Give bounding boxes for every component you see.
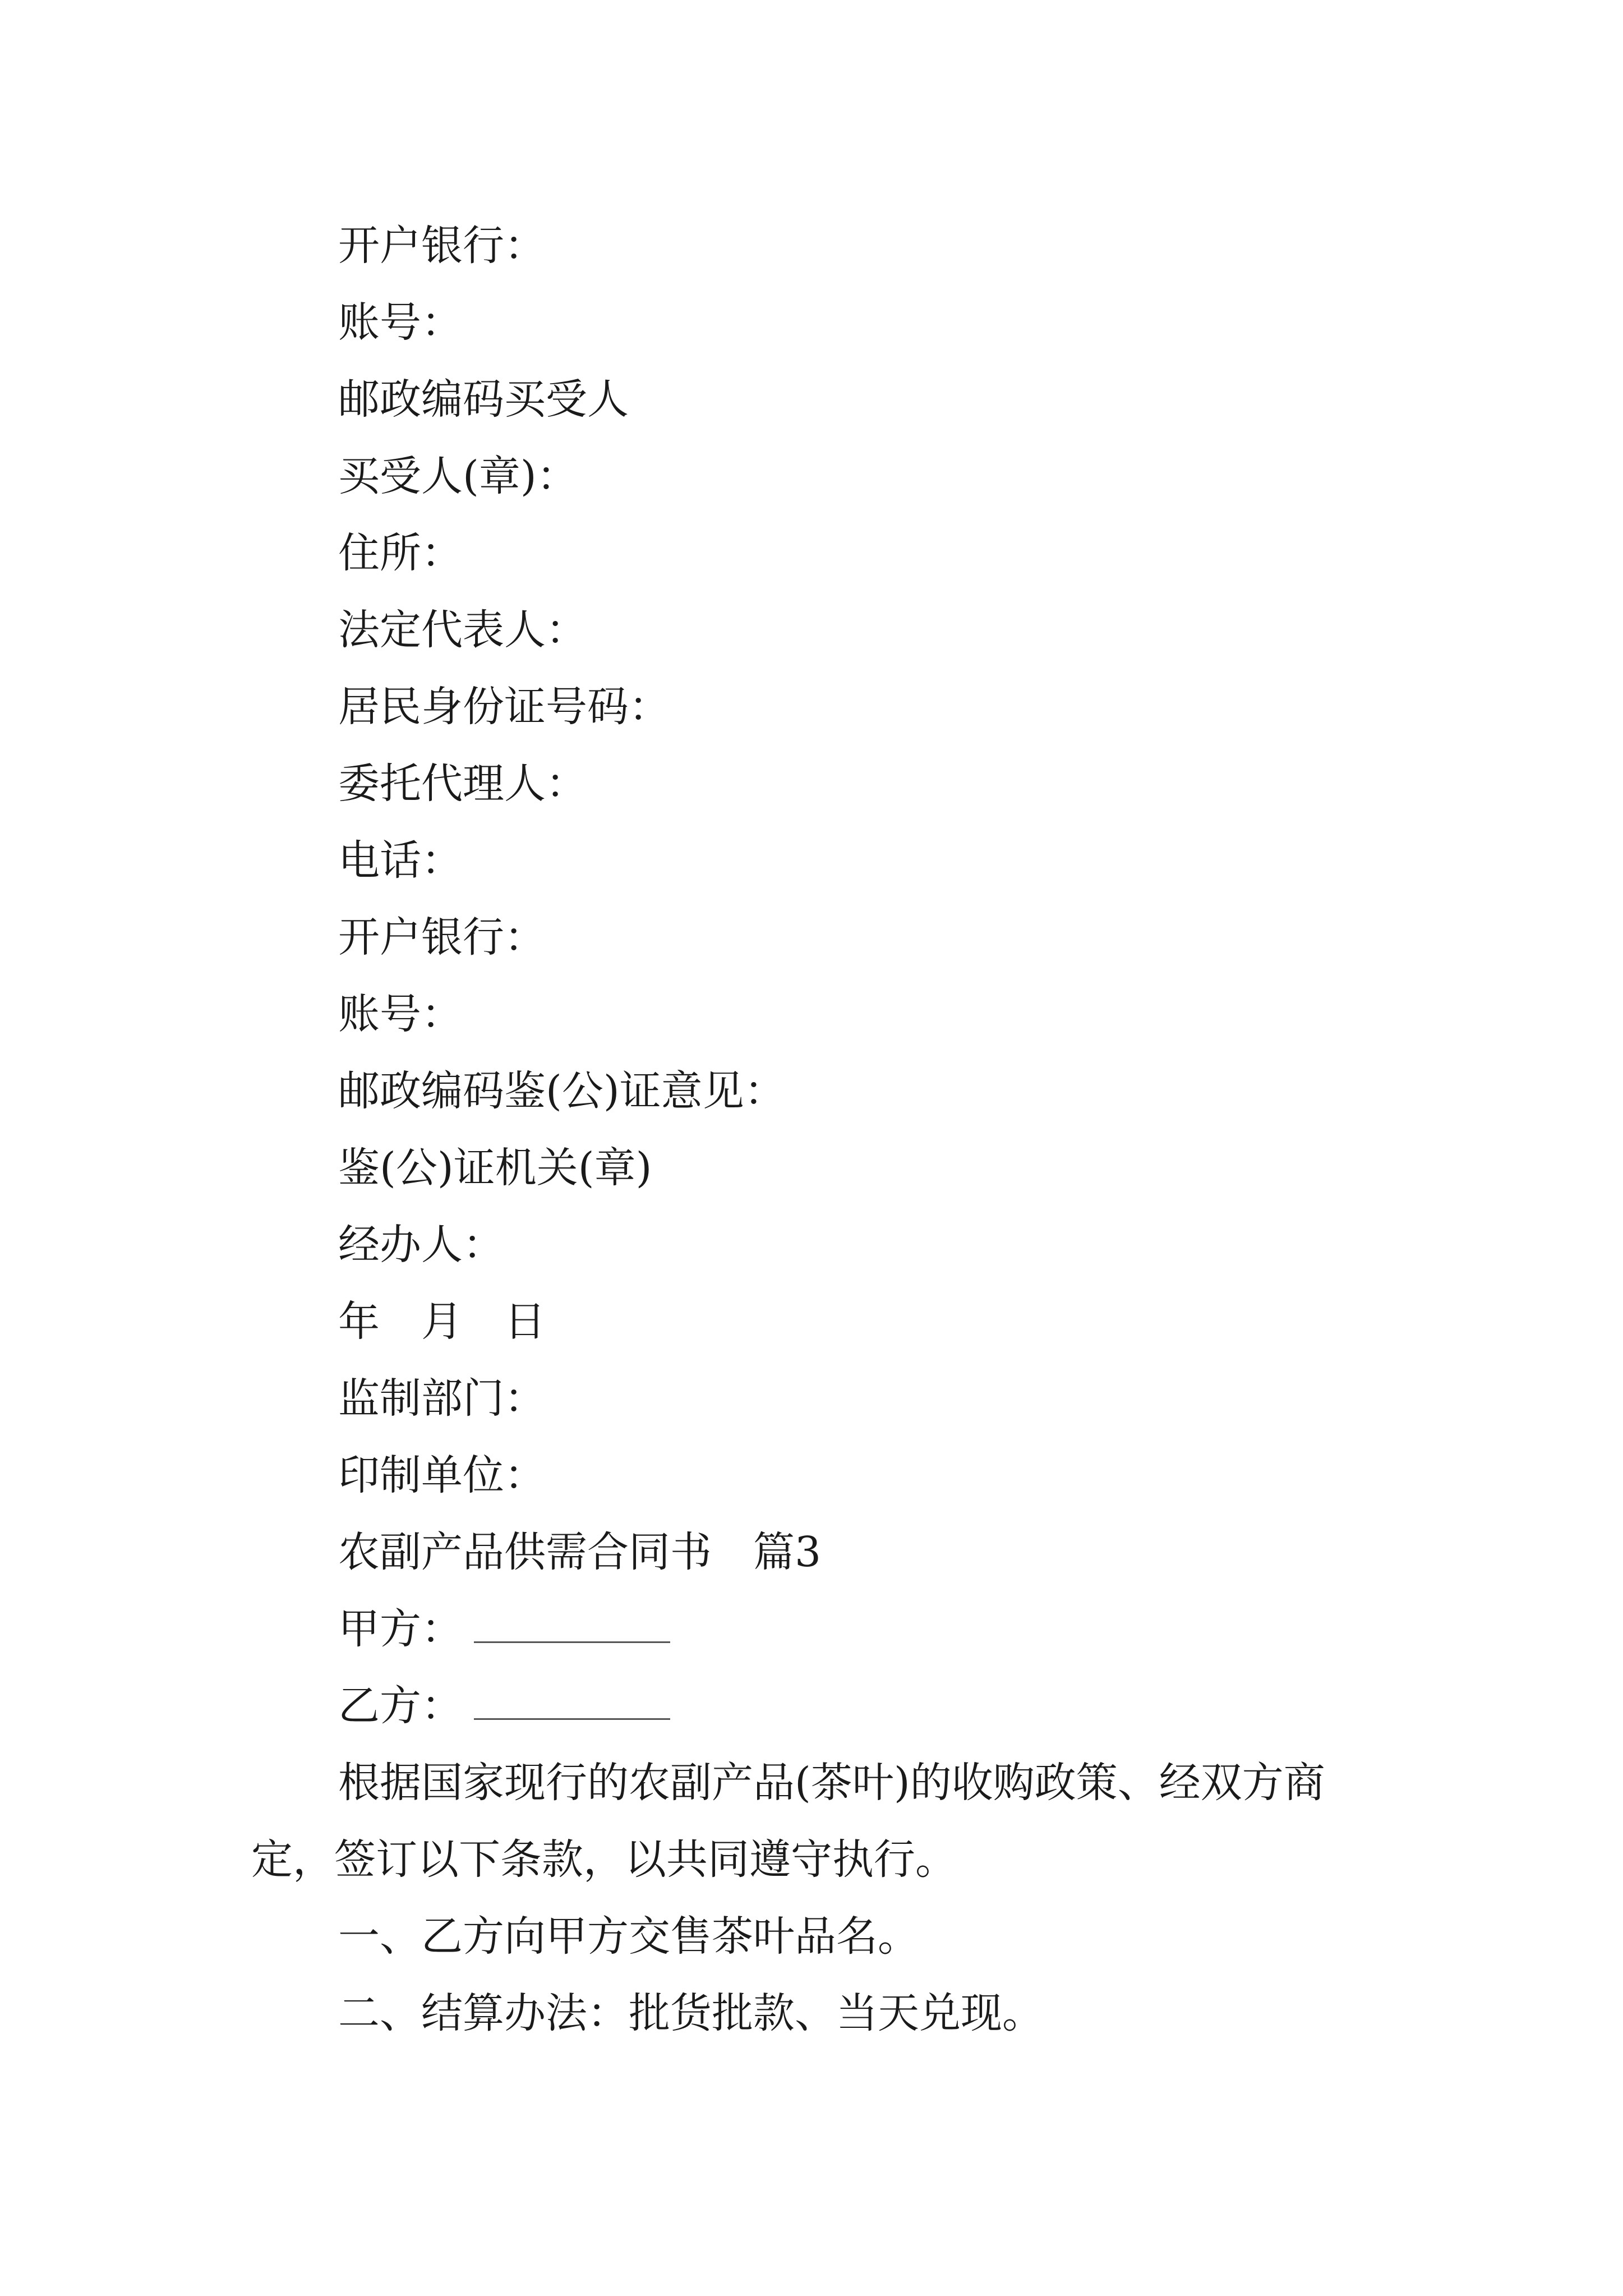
handler-label: 经办人：: [338, 1221, 504, 1269]
postal-code-buyer: 邮政编码买受人: [338, 375, 629, 424]
clause-1: 一、乙方向甲方交售茶叶品名。: [338, 1912, 919, 1961]
account-label-2: 账号：: [338, 990, 463, 1038]
party-a-line: [251, 1591, 1395, 1668]
bank-label-2: 开户银行：: [338, 913, 546, 961]
legal-representative: 法定代表人：: [338, 606, 587, 654]
party-b-line: [251, 1668, 1395, 1745]
buyer-seal: 买受人(章)：: [338, 452, 578, 500]
phone-label: 电话：: [338, 836, 463, 885]
bank-label-1: 开户银行：: [338, 222, 546, 270]
contract-body: [251, 208, 1395, 2052]
party-a-label: 甲方：: [338, 1605, 463, 1653]
clause-2: 二、结算办法：批货批款、当天兑现。: [338, 1989, 1044, 2037]
date-line: 年 月 日: [338, 1297, 546, 1346]
notary-office-seal: 鉴(公)证机关(章): [338, 1144, 652, 1192]
address-label: 住所：: [338, 529, 463, 577]
supervising-dept: 监制部门：: [338, 1374, 546, 1423]
account-label-1: 账号：: [338, 298, 463, 347]
printing-unit: 印制单位：: [338, 1451, 546, 1499]
section-title: 农副产品供需合同书 篇3: [338, 1528, 822, 1576]
party-b-blank: [474, 1685, 670, 1720]
id-number-label: 居民身份证号码：: [338, 683, 670, 731]
postal-code-notary-opinion: 邮政编码鉴(公)证意见：: [338, 1067, 786, 1115]
party-a-blank: [474, 1608, 670, 1643]
agent-label: 委托代理人：: [338, 760, 587, 808]
party-b-label: 乙方：: [338, 1682, 463, 1730]
preamble-paragraph: 根据国家现行的农副产品(茶叶)的收购政策、经双方商定，签订以下条款，以共同遵守执行。: [251, 1759, 1325, 1884]
